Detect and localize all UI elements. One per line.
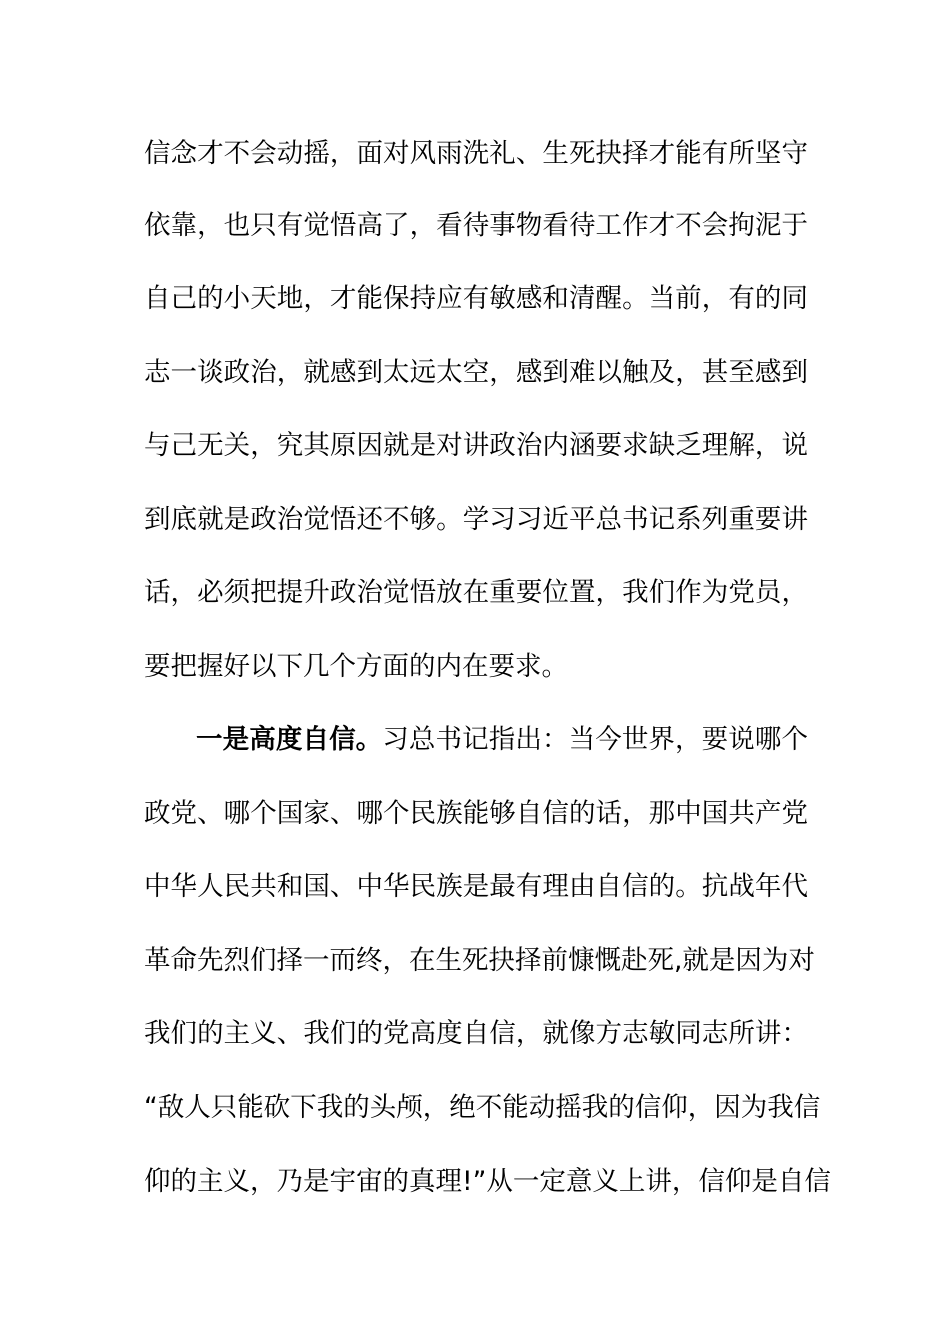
- text-line: 要把握好以下几个方面的内在要求。: [144, 651, 568, 682]
- text-line: 中华人民共和国、中华民族是最有理由自信的。抗战年代: [144, 871, 808, 902]
- text-line: 与己无关，究其原因就是对讲政治内涵要求缺乏理解，说: [144, 430, 808, 461]
- text-line: 到底就是政治觉悟还不够。学习习近平总书记系列重要讲: [144, 504, 808, 535]
- text-line: “敌人只能砍下我的头颅，绝不能动摇我的信仰，因为我信: [144, 1092, 821, 1123]
- text-line: 信念才不会动摇，面对风雨洗礼、生死抉择才能有所坚守: [144, 138, 808, 169]
- text-line: 志一谈政治，就感到太远太空，感到难以触及，甚至感到: [144, 357, 808, 388]
- text-line: 仰的主义，乃是宇宙的真理!”从一定意义上讲，信仰是自信: [144, 1166, 831, 1197]
- paragraph-first-line: [196, 720, 808, 760]
- text-line: 依靠，也只有觉悟高了，看待事物看待工作才不会拘泥于: [144, 210, 808, 241]
- text-line: 政党、哪个国家、哪个民族能够自信的话，那中国共产党: [144, 798, 808, 829]
- paragraph-heading: 一是高度自信。: [196, 724, 383, 755]
- paragraph-first-line-text: 习总书记指出：当今世界，要说哪个: [382, 724, 809, 755]
- text-line: 自己的小天地，才能保持应有敏感和清醒。当前，有的同: [144, 283, 808, 314]
- text-line: 革命先烈们择一而终，在生死抉择前慷慨赴死,就是因为对: [144, 945, 815, 976]
- text-line: 我们的主义、我们的党高度自信，就像方志敏同志所讲：: [144, 1018, 808, 1049]
- text-line: 话，必须把提升政治觉悟放在重要位置，我们作为党员，: [144, 577, 808, 608]
